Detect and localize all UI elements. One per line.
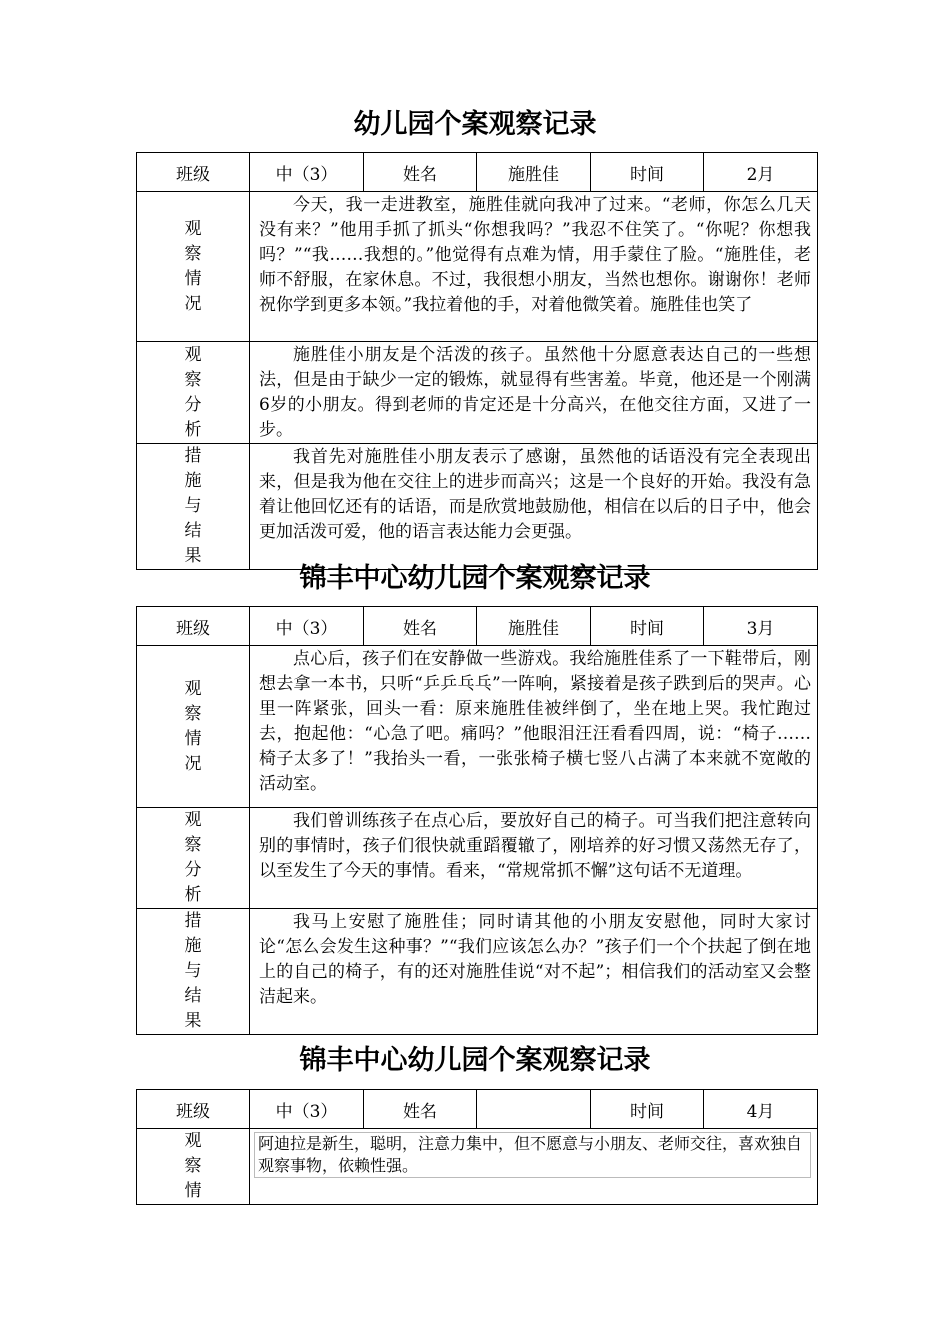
name-label: 姓名: [364, 153, 477, 192]
observation-text-cell: [250, 1129, 818, 1205]
analysis-text: 施胜佳小朋友是个活泼的孩子。虽然他十分愿意表达自己的一些想法，但是由于缺少一定的锻炼，就显得有些害羞。毕竟，他还是一个刚满6岁的小朋友。得到老师的肯定还是十分高兴，在他交往方面，又进了一步。: [250, 342, 818, 444]
record-3-table: [136, 1089, 818, 1205]
observation-row: [137, 646, 818, 808]
time-value: 3月: [704, 607, 818, 646]
analysis-row: [137, 342, 818, 444]
measures-text: 我首先对施胜佳小朋友表示了感谢，虽然他的话语没有完全表现出来，但是我为他在交往上的进步而高兴；这是一个良好的开始。我没有急着让他回忆还有的话语，而是欣赏地鼓励他，相信在以后的日子中，他会更加活泼可爱，他的语言表达能力会更强。: [250, 444, 818, 570]
analysis-label: 观 察 分 析: [137, 342, 250, 444]
measures-row: [137, 444, 818, 570]
time-label: 时间: [591, 607, 704, 646]
record-2-table: [136, 606, 818, 1035]
class-label: 班级: [137, 153, 250, 192]
time-label: 时间: [591, 153, 704, 192]
class-label: 班级: [137, 607, 250, 646]
measures-text: 我马上安慰了施胜佳；同时请其他的小朋友安慰他，同时大家讨论“怎么会发生这种事？”“我们应该怎么办？”孩子们一个个扶起了倒在地上的自己的椅子，有的还对施胜佳说“对不起”；相信我们的活动室又会整洁起来。: [250, 909, 818, 1035]
class-value: 中（3）: [250, 1090, 364, 1129]
measures-row: [137, 909, 818, 1035]
name-value: [477, 1090, 591, 1129]
name-label: 姓名: [364, 1090, 477, 1129]
record-1-title: 幼儿园个案观察记录: [353, 109, 597, 140]
record-3-title: 锦丰中心幼儿园个案观察记录: [299, 1045, 651, 1076]
analysis-label: 观 察 分 析: [137, 808, 250, 909]
measures-label: 措 施 与 结 果: [137, 444, 250, 570]
observation-text: 点心后，孩子们在安静做一些游戏。我给施胜佳系了一下鞋带后，刚想去拿一本书，只听“乒乒乓乓”一阵响，紧接着是孩子跌到后的哭声。心里一阵紧张，回头一看：原来施胜佳被绊倒了，坐在地上哭。我忙跑过去，抱起他：“心急了吧。痛吗？”他眼泪汪汪看看四周，说：“椅子……椅子太多了！”我抬头一看，一张张椅子横七竖八占满了本来就不宽敞的活动室。: [250, 646, 818, 808]
time-label: 时间: [591, 1090, 704, 1129]
name-value: 施胜佳: [477, 153, 591, 192]
class-value: 中（3）: [250, 153, 364, 192]
record-1-table: [136, 152, 818, 570]
class-label: 班级: [137, 1090, 250, 1129]
time-value: 4月: [704, 1090, 818, 1129]
analysis-text: 我们曾训练孩子在点心后，要放好自己的椅子。可当我们把注意转向别的事情时，孩子们很快就重蹈覆辙了，刚培养的好习惯又荡然无存了，以至发生了今天的事情。看来，“常规常抓不懈”这句话不无道理。: [250, 808, 818, 909]
analysis-row: [137, 808, 818, 909]
observation-row: [137, 1129, 818, 1205]
observation-label: 观 察 情: [137, 1129, 250, 1205]
name-value: 施胜佳: [477, 607, 591, 646]
measures-label: 措 施 与 结 果: [137, 909, 250, 1035]
record-2-header-row: [137, 607, 818, 646]
observation-row: [137, 192, 818, 342]
observation-text: 阿迪拉是新生，聪明，注意力集中，但不愿意与小朋友、老师交往，喜欢独自观察事物，依赖性强。: [254, 1132, 811, 1178]
time-value: 2月: [704, 153, 818, 192]
record-3-header-row: [137, 1090, 818, 1129]
observation-label: 观 察 情 况: [137, 192, 250, 342]
name-label: 姓名: [364, 607, 477, 646]
record-2-title: 锦丰中心幼儿园个案观察记录: [299, 563, 651, 594]
class-value: 中（3）: [250, 607, 364, 646]
record-1-header-row: [137, 153, 818, 192]
observation-text: 今天，我一走进教室，施胜佳就向我冲了过来。“老师，你怎么几天没有来？”他用手抓了抓头“你想我吗？”我忍不住笑了。“你呢？你想我吗？”“我……我想的。”他觉得有点难为情，用手蒙住了脸。“施胜佳，老师不舒服，在家休息。不过，我很想小朋友，当然也想你。谢谢你！老师祝你学到更多本领。”我拉着他的手，对着他微笑着。施胜佳也笑了: [250, 192, 818, 342]
observation-label: 观 察 情 况: [137, 646, 250, 808]
